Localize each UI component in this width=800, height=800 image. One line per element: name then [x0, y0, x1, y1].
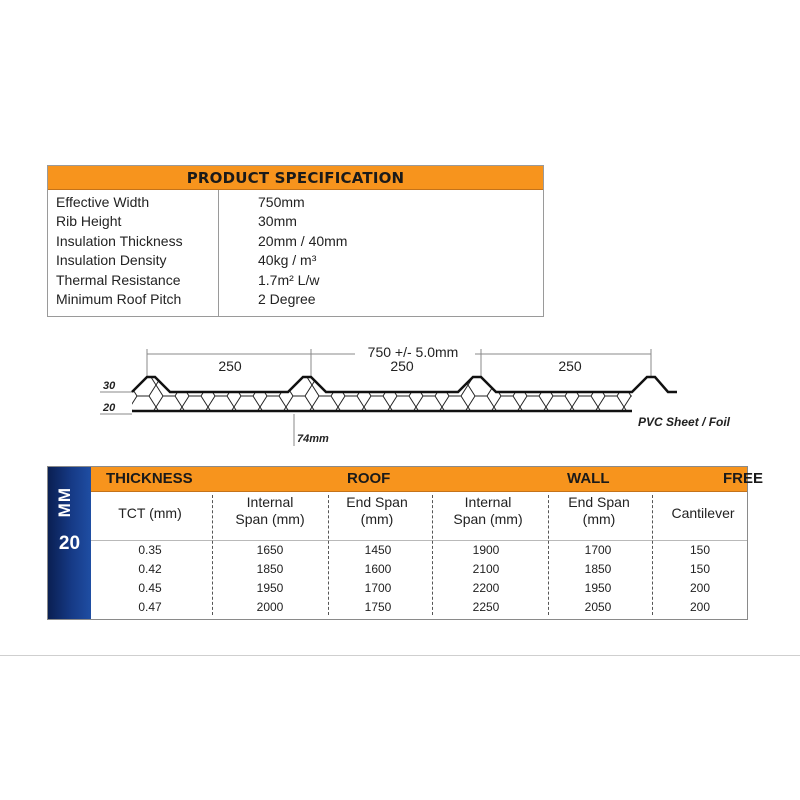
- subheader-cantilever: Cantilever: [671, 505, 735, 521]
- cell-wall-internal: 2200: [472, 581, 500, 595]
- header-wall: WALL: [567, 470, 610, 487]
- table-header-row: [91, 467, 764, 492]
- cell-roof-end: 1600: [364, 562, 392, 576]
- cell-roof-end: 1700: [364, 581, 392, 595]
- pitch-label: 250: [218, 358, 242, 374]
- total-width-label: 750 +/- 5.0mm: [367, 344, 459, 360]
- spec-value: 2 Degree: [258, 291, 316, 307]
- column-divider: [548, 495, 549, 615]
- cell-cantilever: 200: [689, 600, 711, 614]
- product-specification-table: [47, 165, 544, 317]
- cell-cantilever: 150: [689, 562, 711, 576]
- cell-wall-internal: 1900: [472, 543, 500, 557]
- column-divider: [212, 495, 213, 615]
- spec-label: Effective Width: [56, 194, 150, 210]
- spec-row: [48, 212, 543, 231]
- cell-wall-end: 2050: [584, 600, 612, 614]
- spec-value: 20mm / 40mm: [258, 233, 348, 249]
- spec-label: Minimum Roof Pitch: [56, 291, 182, 307]
- cell-tct: 0.35: [138, 543, 162, 557]
- cell-roof-internal: 1950: [256, 581, 284, 595]
- foam-height-label: 20: [103, 402, 116, 414]
- header-divider: [91, 540, 747, 541]
- side-thickness-value: 20: [58, 533, 81, 554]
- cell-wall-end: 1850: [584, 562, 612, 576]
- column-divider: [432, 495, 433, 615]
- spec-row: [48, 232, 543, 251]
- subheader-line: End Span: [346, 494, 408, 510]
- header-roof: ROOF: [347, 470, 391, 487]
- spec-row: [48, 193, 543, 212]
- cell-tct: 0.45: [138, 581, 162, 595]
- spec-label: Rib Height: [56, 213, 122, 229]
- subheader-roof-end: [332, 494, 422, 528]
- panel-profile-drawing: [0, 335, 800, 455]
- metal-sheet-profile: [132, 377, 677, 392]
- cell-cantilever: 200: [689, 581, 711, 595]
- cell-wall-internal: 2250: [472, 600, 500, 614]
- subheader-wall-end: [554, 494, 644, 528]
- pitch-label: 250: [390, 358, 414, 374]
- rib-height-label: 30: [103, 380, 116, 392]
- subheader-roof-internal: [220, 494, 320, 528]
- cell-roof-internal: 1850: [256, 562, 284, 576]
- cell-wall-end: 1950: [584, 581, 612, 595]
- page-divider: [0, 655, 800, 656]
- spec-value: 40kg / m³: [258, 252, 317, 268]
- cell-tct: 0.47: [138, 600, 162, 614]
- spec-label: Insulation Density: [56, 252, 167, 268]
- spec-body: [48, 190, 543, 316]
- cell-tct: 0.42: [138, 562, 162, 576]
- subheader-wall-internal: [438, 494, 538, 528]
- subheader-tct: TCT (mm): [118, 505, 182, 521]
- spec-value: 1.7m² L/w: [258, 272, 320, 288]
- spec-value: 750mm: [258, 194, 305, 210]
- header-free: FREE: [723, 470, 764, 487]
- subheader-line: Internal: [246, 494, 294, 510]
- thickness-side-band: [48, 467, 91, 619]
- spec-label: Insulation Thickness: [56, 233, 183, 249]
- spec-value: 30mm: [258, 213, 297, 229]
- cell-cantilever: 150: [689, 543, 711, 557]
- cell-roof-internal: 2000: [256, 600, 284, 614]
- spec-title: PRODUCT SPECIFICATION: [48, 166, 543, 190]
- spec-row: [48, 271, 543, 290]
- column-divider: [328, 495, 329, 615]
- gap-label: 74mm: [297, 433, 329, 445]
- spec-row: [48, 290, 543, 309]
- insulation-foam: [132, 376, 634, 412]
- subheader-line: End Span: [568, 494, 630, 510]
- cell-roof-internal: 1650: [256, 543, 284, 557]
- spec-row: [48, 251, 543, 270]
- subheader-line: Span (mm): [235, 511, 305, 527]
- span-table: [47, 466, 764, 620]
- cell-roof-end: 1750: [364, 600, 392, 614]
- subheader-line: (mm): [582, 511, 616, 527]
- spec-label: Thermal Resistance: [56, 272, 181, 288]
- side-unit-label: MM: [55, 487, 74, 518]
- cell-roof-end: 1450: [364, 543, 392, 557]
- pitch-label: 250: [558, 358, 582, 374]
- column-divider: [652, 495, 653, 615]
- subheader-line: (mm): [360, 511, 394, 527]
- cell-wall-internal: 2100: [472, 562, 500, 576]
- pvc-sheet-label: PVC Sheet / Foil: [638, 415, 731, 429]
- subheader-line: Internal: [464, 494, 512, 510]
- cell-wall-end: 1700: [584, 543, 612, 557]
- header-thickness: THICKNESS: [106, 470, 193, 487]
- subheader-line: Span (mm): [453, 511, 523, 527]
